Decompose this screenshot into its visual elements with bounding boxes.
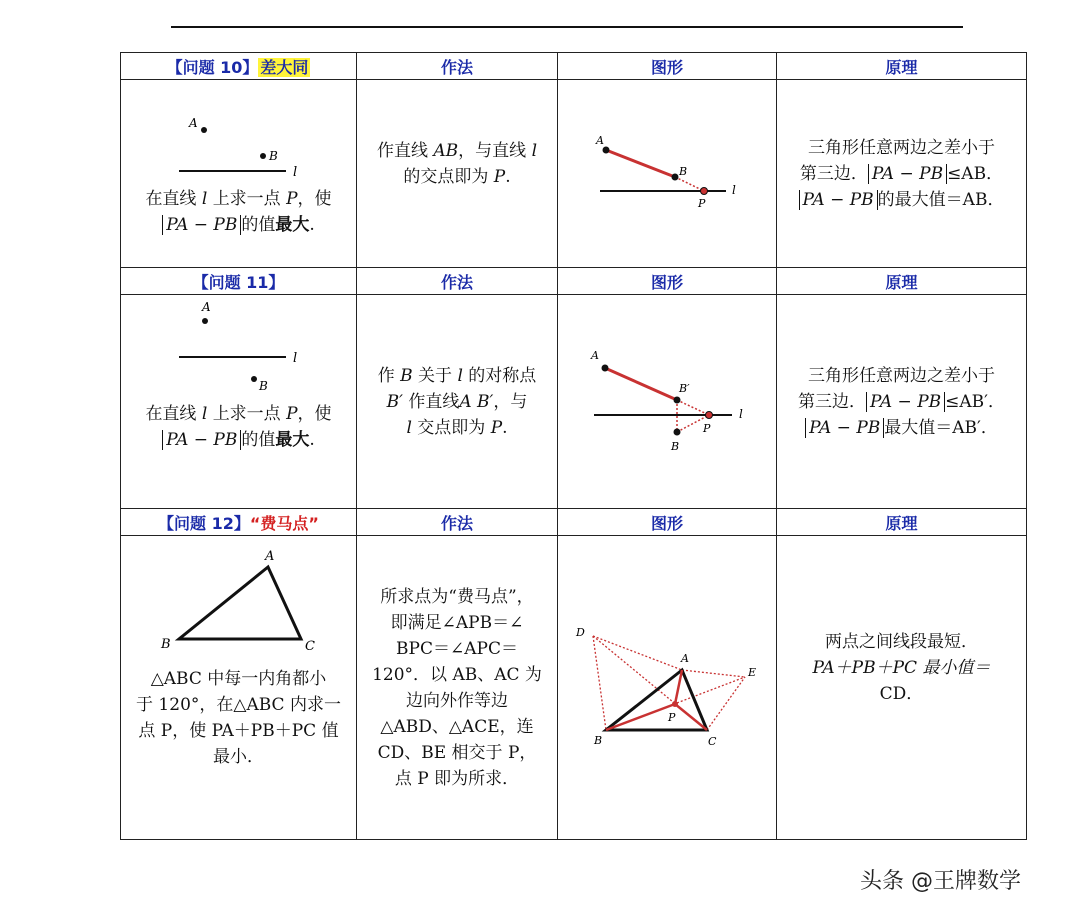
- label-a: A: [189, 116, 198, 130]
- problem-11-diagram: [558, 295, 777, 504]
- header-figure: 图形: [558, 268, 777, 295]
- header-figure: 图形: [558, 53, 777, 80]
- text: ≤AB．: [947, 163, 1004, 184]
- var-l: l: [457, 365, 463, 386]
- problem-number: 【问题 12】: [158, 513, 250, 533]
- problem-number: 【问题 10】: [166, 57, 259, 77]
- problem-11-sketch: [121, 295, 357, 395]
- text: .: [309, 430, 315, 450]
- top-rule: [171, 26, 963, 28]
- point-b: [251, 376, 257, 382]
- label-a: A: [591, 349, 599, 362]
- text: ，与: [493, 391, 528, 412]
- var-b-prime: B′: [386, 391, 403, 412]
- segment-ae: [682, 670, 745, 677]
- text-line: 所求点为“费马点”，: [380, 586, 534, 607]
- label-l: l: [739, 407, 743, 421]
- text-line: 边向外作等边: [406, 690, 508, 711]
- abs-expression: PA − PB: [868, 164, 947, 184]
- label-d: D: [576, 626, 585, 639]
- method-text: [357, 138, 557, 190]
- header-problem-12: [121, 509, 357, 536]
- problem-12-figure: [558, 536, 777, 840]
- header-principle: 原理: [777, 268, 1027, 295]
- label-b: B: [679, 165, 688, 178]
- extension-bp: [677, 400, 709, 415]
- label-l: l: [293, 351, 298, 366]
- text: 最大值＝AB′．: [884, 417, 998, 438]
- var-l: l: [201, 189, 208, 209]
- text: 在直线: [145, 189, 197, 209]
- header-method: 作法: [357, 509, 558, 536]
- method-text: [357, 584, 557, 792]
- point-p: [706, 412, 713, 419]
- point-p: [701, 188, 708, 195]
- text-line: BPC＝∠APC＝: [396, 638, 518, 659]
- text: ，使: [297, 404, 332, 424]
- abs-expression: PA − PB: [805, 418, 884, 438]
- header-principle: 原理: [777, 53, 1027, 80]
- header-figure: 图形: [558, 509, 777, 536]
- text: 上求一点: [212, 404, 281, 424]
- text-line: △ABC 中每一内角都小: [150, 669, 327, 689]
- text: ，与直线: [458, 140, 527, 161]
- text: 的最大值＝AB．: [877, 189, 1005, 210]
- text: 三角形任意两边之差小于: [808, 137, 995, 158]
- label-l: l: [732, 183, 736, 197]
- point-a: [603, 147, 610, 154]
- header-problem-10: [121, 53, 357, 80]
- text: 在直线: [145, 404, 197, 424]
- text: 交点即为: [417, 417, 486, 438]
- text: ≤AB′．: [945, 391, 1005, 412]
- label-p: P: [668, 711, 676, 724]
- problem-10-text: [121, 186, 356, 238]
- header-row-12: [121, 509, 1027, 536]
- header-method: 作法: [357, 268, 558, 295]
- abs-expression: PA − PB: [799, 190, 878, 210]
- problem-11-text: [121, 401, 356, 453]
- var-p: P: [286, 404, 298, 424]
- point-p: [672, 701, 678, 707]
- point-a: [201, 127, 207, 133]
- text: 的对称点: [468, 365, 537, 386]
- text: .: [505, 166, 511, 187]
- var-p: P: [490, 417, 503, 438]
- abs-expression: PA − PB: [162, 430, 241, 450]
- point-a: [202, 318, 208, 324]
- header-principle: 原理: [777, 509, 1027, 536]
- label-a: A: [202, 300, 211, 314]
- var-ab-prime: A B′: [459, 391, 494, 412]
- var-p: P: [286, 189, 298, 209]
- triangle-abc: [606, 670, 707, 730]
- text: 第三边．: [797, 391, 866, 412]
- problem-10-principle: [777, 80, 1027, 268]
- problem-12-method: [357, 536, 558, 840]
- text-line: 120°．以 AB、AC 为: [372, 664, 542, 685]
- label-p: P: [698, 197, 706, 210]
- label-l: l: [293, 165, 298, 180]
- segment-ab: [606, 150, 675, 177]
- problem-10-method: [357, 80, 558, 268]
- problem-10-row: [121, 80, 1027, 268]
- label-b: B: [671, 440, 680, 453]
- problem-12-sketch: [121, 536, 357, 661]
- text-line: 于 120°，在△ABC 内求一: [136, 695, 341, 715]
- point-b-prime: [674, 397, 681, 404]
- extension-bp: [675, 177, 704, 191]
- header-problem-11: 【问题 11】: [121, 268, 357, 295]
- text: ，使: [297, 189, 332, 209]
- watermark: 头条 @王牌数学: [860, 869, 1021, 894]
- method-text: [357, 363, 557, 441]
- label-a: A: [265, 549, 275, 564]
- problem-10-diagram: [558, 80, 777, 263]
- segment-da: [593, 636, 682, 670]
- problem-11-figure: [558, 295, 777, 509]
- header-row-10: [121, 53, 1027, 80]
- problem-11-row: [121, 295, 1027, 509]
- text-line: △ABD、△ACE，连: [380, 716, 534, 737]
- text-line: 最小．: [213, 747, 264, 767]
- header-method: 作法: [357, 53, 558, 80]
- text: 作直线: [408, 391, 460, 412]
- text: 作直线: [376, 140, 428, 161]
- problem-11-question: [121, 295, 357, 509]
- problem-10-sketch: [121, 80, 357, 180]
- text-line: 点 P 即为所求．: [394, 768, 520, 789]
- problem-12-question: [121, 536, 357, 840]
- problem-tag: 差大同: [260, 57, 309, 77]
- problem-tag: “费马点”: [249, 513, 319, 533]
- segment-ab-prime: [605, 368, 677, 400]
- fermat-segments: [606, 670, 707, 730]
- point-b: [672, 174, 679, 181]
- text: 的交点即为: [403, 166, 489, 187]
- text: .: [502, 417, 508, 438]
- triangle-abc: [179, 567, 301, 639]
- var-p: P: [493, 166, 506, 187]
- label-a: A: [681, 652, 689, 665]
- text-line: 两点之间线段最短．: [825, 631, 978, 652]
- label-p: P: [703, 422, 711, 435]
- problem-10-figure: [558, 80, 777, 268]
- problem-10-question: [121, 80, 357, 268]
- var-b: B: [400, 365, 413, 386]
- var-l: l: [201, 404, 208, 424]
- header-row-11: [121, 268, 1027, 295]
- problem-12-diagram: [558, 536, 777, 835]
- text: 作: [377, 365, 395, 386]
- principle-text: [777, 363, 1026, 441]
- problem-11-principle: [777, 295, 1027, 509]
- emphasis-max: 最大: [275, 215, 310, 235]
- problem-12-row: [121, 536, 1027, 840]
- problem-12-text: [121, 666, 356, 770]
- text: 的值: [241, 430, 276, 450]
- problem-12-principle: [777, 536, 1027, 840]
- var-l: l: [406, 417, 412, 438]
- principles-table: [120, 52, 1027, 840]
- var-l: l: [531, 140, 538, 161]
- text: 上求一点: [212, 189, 281, 209]
- point-b: [674, 429, 681, 436]
- text-line: 即满足∠APB＝∠: [390, 612, 524, 633]
- principle-text: [777, 135, 1026, 213]
- emphasis-max: 最大: [275, 430, 310, 450]
- point-a: [602, 365, 609, 372]
- problem-11-method: [357, 295, 558, 509]
- label-b: B: [594, 734, 603, 747]
- text: 的值: [241, 215, 276, 235]
- text-line: CD．: [879, 683, 924, 704]
- abs-expression: PA − PB: [866, 392, 945, 412]
- label-c: C: [708, 735, 717, 748]
- var-ab: AB: [433, 140, 459, 161]
- text-line: PA＋PB＋PC 最小值＝: [812, 657, 991, 678]
- label-b: B: [259, 379, 268, 393]
- text-line: CD、BE 相交于 P，: [377, 742, 537, 763]
- principle-text: [777, 629, 1026, 707]
- label-b: B: [269, 149, 278, 163]
- label-a: A: [596, 134, 604, 147]
- point-b: [260, 153, 266, 159]
- segment-ce: [707, 677, 745, 730]
- label-c: C: [305, 639, 315, 654]
- text: .: [309, 215, 315, 235]
- text-line: 点 P，使 PA＋PB＋PC 值: [138, 721, 339, 741]
- segment-db: [593, 636, 606, 730]
- label-b-prime: B′: [679, 382, 690, 395]
- segment-pb: [606, 704, 675, 730]
- label-b: B: [161, 637, 171, 652]
- abs-expression: PA − PB: [162, 215, 241, 235]
- text: 关于: [418, 365, 453, 386]
- text: 三角形任意两边之差小于: [808, 365, 995, 386]
- label-e: E: [748, 666, 757, 679]
- text: 第三边．: [799, 163, 868, 184]
